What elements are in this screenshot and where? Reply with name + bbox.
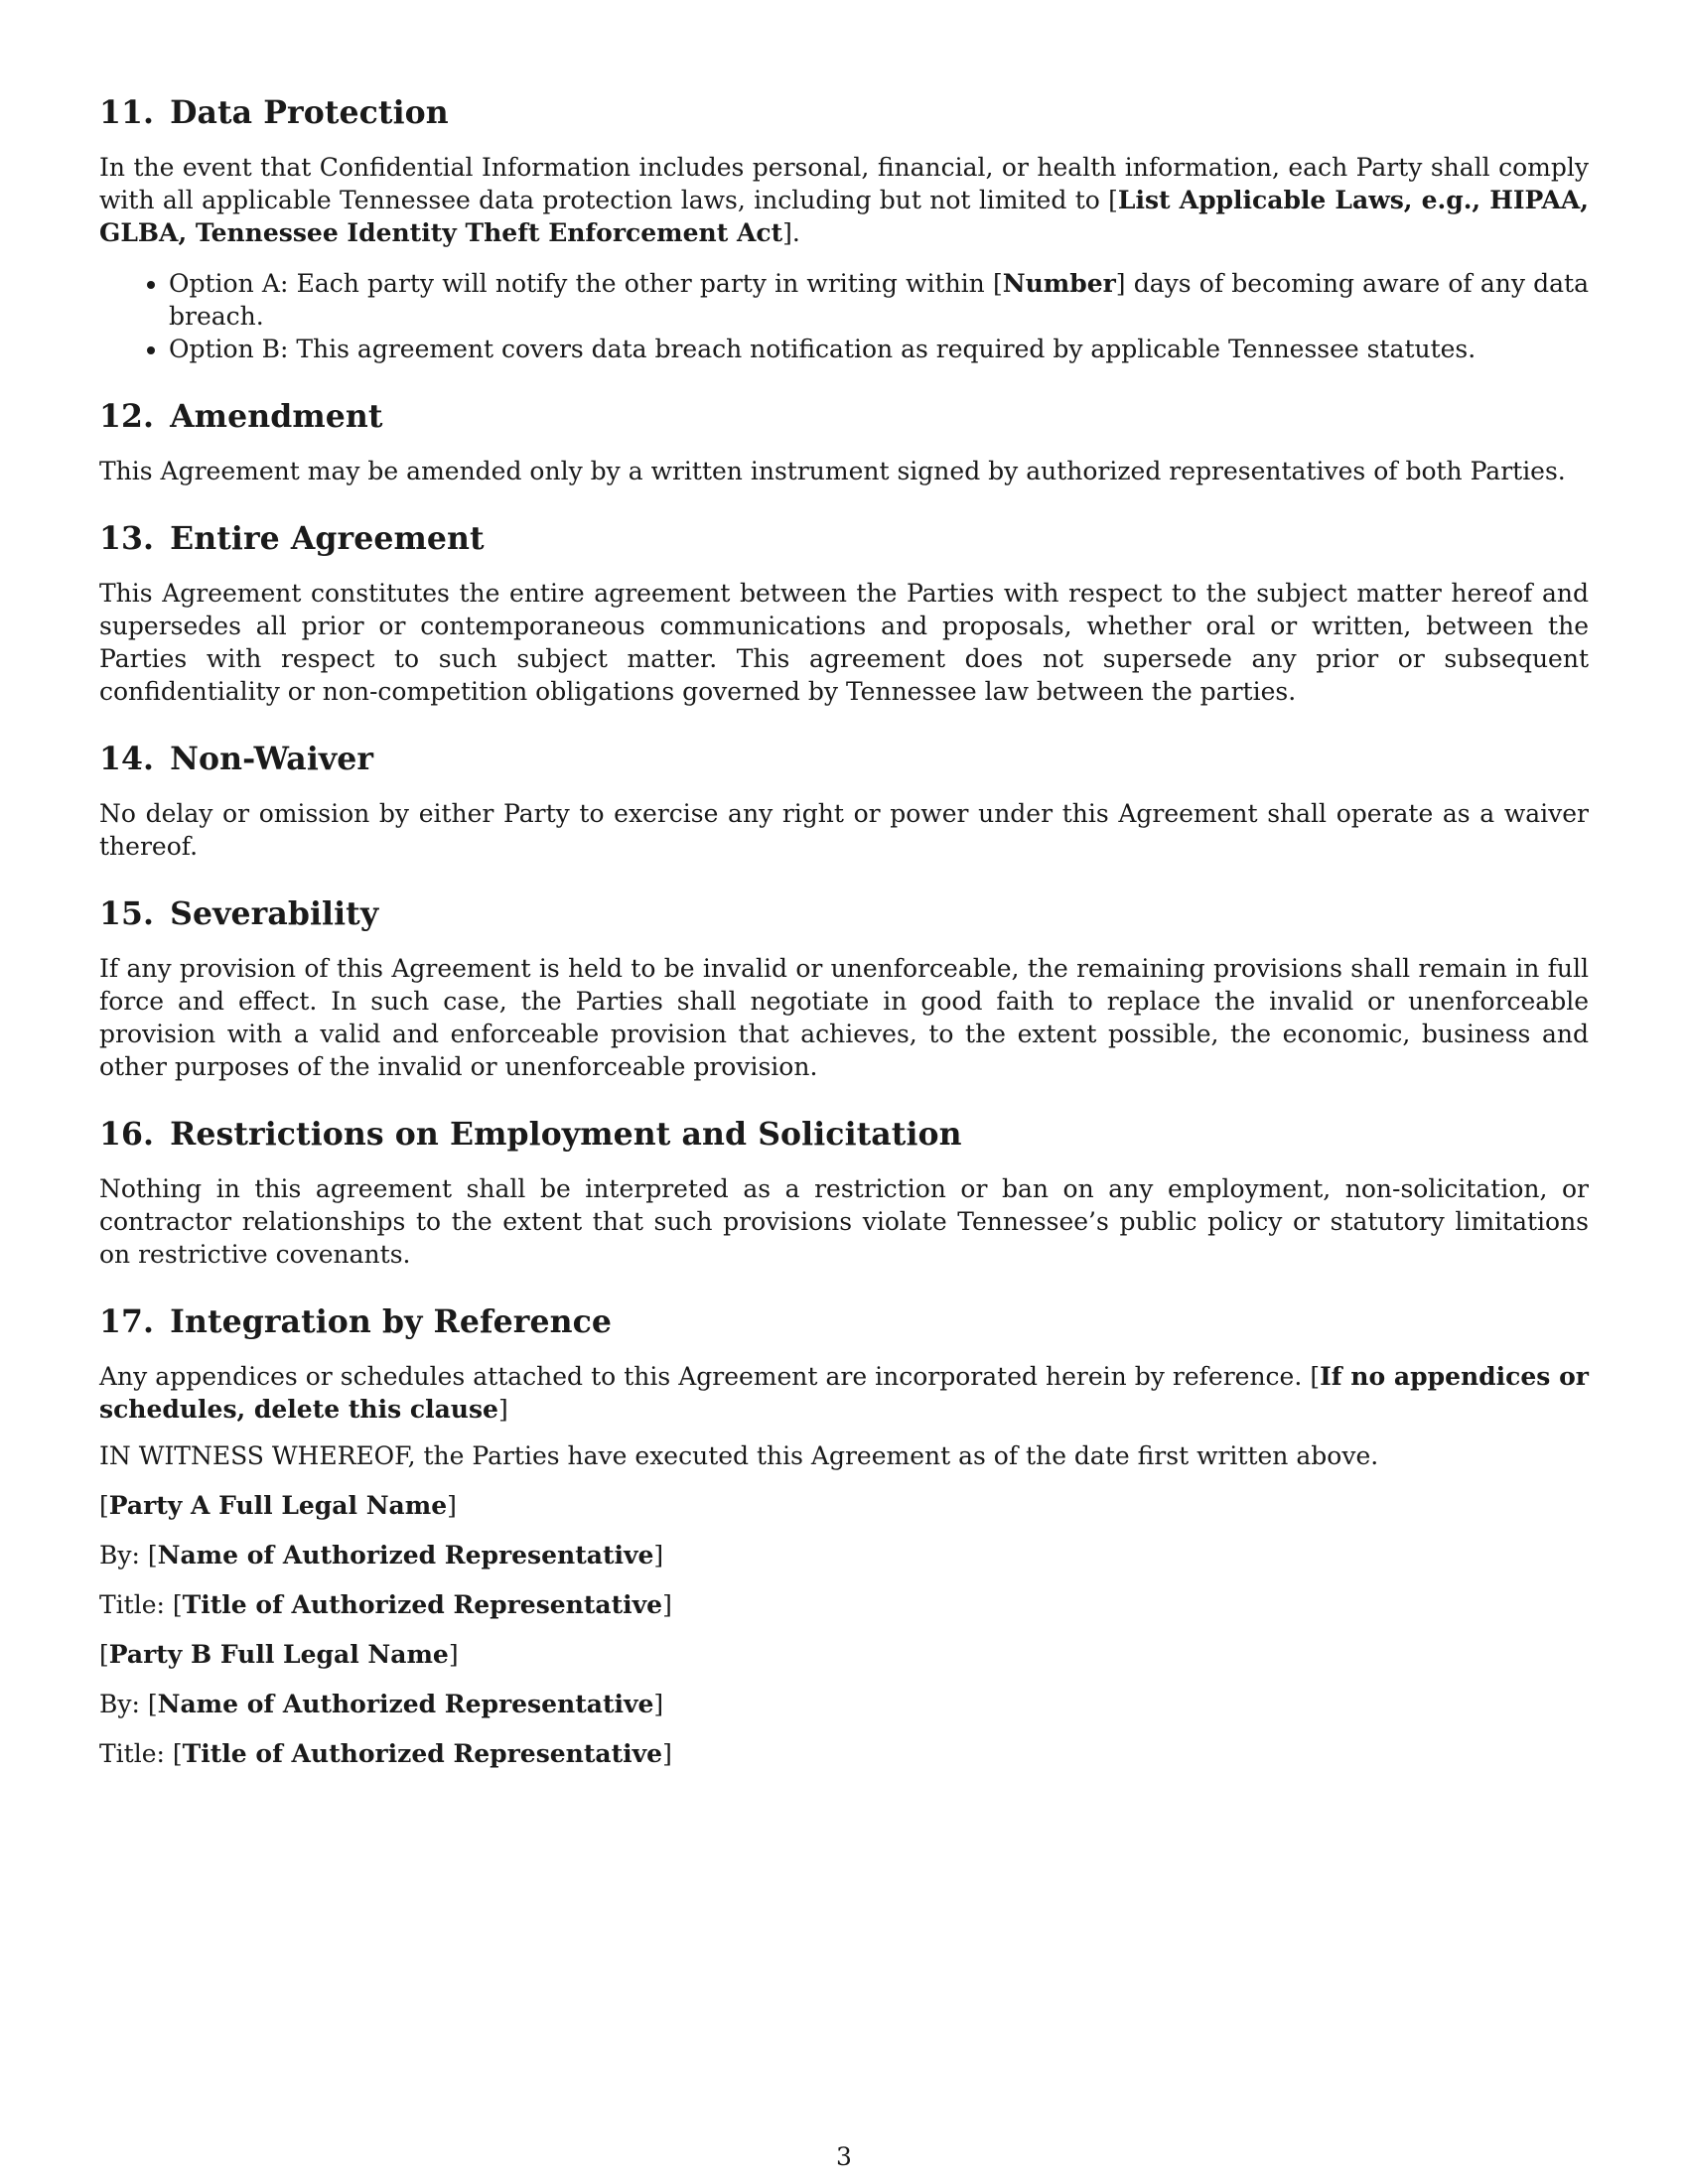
title-placeholder: Title of Authorized Representative [182, 1739, 663, 1768]
by-label: By: [99, 1541, 140, 1570]
option-text: Option A: Each party will notify the other party in writing within [ [169, 269, 1003, 298]
body-text: ]. [782, 218, 800, 247]
section-number: 17. [99, 1303, 155, 1340]
section-number: 11. [99, 94, 155, 131]
by-placeholder: Name of Authorized Representative [157, 1541, 654, 1570]
title-label: Title: [99, 1739, 165, 1768]
section-body [99, 151, 1589, 249]
section-body: If any provision of this Agreement is held to be invalid or unenforceable, the remaining provisions shall remain in full force and effect. In such case, the Parties shall negotiate in good faith to replace the invalid or unenforceable provision with a valid and enforceable provision that achieves, to the extent possible, the economic, business and other purposes of the invalid or unenforceable provision. [99, 954, 1589, 1081]
section-entire-agreement [99, 517, 1589, 708]
section-number: 13. [99, 520, 155, 557]
party-b-title-line: Title: [Title of Authorized Representative] [99, 1739, 672, 1768]
section-number: 12. [99, 398, 155, 435]
section-number: 16. [99, 1116, 155, 1153]
title-placeholder: Title of Authorized Representative [182, 1590, 663, 1619]
section-heading [99, 517, 1589, 561]
section-non-waiver [99, 738, 1589, 863]
section-amendment [99, 395, 1589, 487]
party-b-name: [Party B Full Legal Name] [99, 1640, 459, 1669]
section-number: 14. [99, 741, 155, 777]
section-title: Entire Agreement [170, 520, 485, 557]
body-text: Any appendices or schedules attached to this Agreement are incorporated herein by reference. [ [99, 1362, 1321, 1391]
placeholder-clause: If no appendices or schedules, delete this clause [99, 1362, 1589, 1424]
section-title: Amendment [170, 398, 383, 435]
party-a-name: [Party A Full Legal Name] [99, 1491, 457, 1520]
section-heading [99, 395, 1589, 439]
section-heading [99, 1300, 1589, 1344]
party-a-title-line: Title: [Title of Authorized Representative] [99, 1590, 672, 1619]
document-content [99, 91, 1589, 1787]
title-label: Title: [99, 1590, 165, 1619]
section-heading [99, 1113, 1589, 1157]
section-title: Severability [170, 895, 379, 932]
by-placeholder: Name of Authorized Representative [157, 1690, 654, 1718]
section-title: Non-Waiver [170, 741, 374, 777]
placeholder-laws: List Applicable Laws, e.g., HIPAA, GLBA, Tennessee Identity Theft Enforcement Act [99, 186, 1589, 247]
list-item-option-b: • Option B: This agreement covers data breach notification as required by applicable Tennessee statutes. [169, 333, 1589, 365]
section-heading [99, 91, 1589, 135]
witness-statement: IN WITNESS WHEREOF, the Parties have executed this Agreement as of the date first written above. [99, 1441, 1379, 1470]
section-heading [99, 892, 1589, 936]
section-body [99, 1360, 1589, 1426]
party-b-name-placeholder: Party B Full Legal Name [108, 1640, 449, 1669]
party-a-by-line: By: [Name of Authorized Representative] [99, 1541, 664, 1570]
section-title: Integration by Reference [170, 1303, 613, 1340]
section-number: 15. [99, 895, 155, 932]
list-item-option-a [169, 267, 1589, 333]
page-number: 3 [836, 2142, 852, 2171]
section-body: This Agreement may be amended only by a written instrument signed by authorized representatives of both Parties. [99, 457, 1566, 485]
section-body: No delay or omission by either Party to exercise any right or power under this Agreement shall operate as a waiver thereof. [99, 799, 1589, 861]
party-b-by-line: By: [Name of Authorized Representative] [99, 1690, 664, 1718]
section-body: This Agreement constitutes the entire agreement between the Parties with respect to the subject matter hereof and supersedes all prior or contemporaneous communications and proposals, whether oral or written, between the Parties with respect to such subject matter. This agreement does not supersede any prior or subsequent confidentiality or non-competition obligations governed by Tennessee law between the parties. [99, 579, 1589, 706]
section-title: Restrictions on Employment and Solicitation [170, 1116, 962, 1153]
body-text: ] [497, 1395, 508, 1424]
section-data-protection [99, 91, 1589, 365]
by-label: By: [99, 1690, 140, 1718]
option-text: ] days of becoming aware of any data breach. [169, 269, 1590, 331]
section-restrictions [99, 1113, 1589, 1271]
section-severability [99, 892, 1589, 1083]
section-title: Data Protection [170, 94, 449, 131]
party-a-name-placeholder: Party A Full Legal Name [108, 1491, 448, 1520]
placeholder-number: Number [1002, 269, 1116, 298]
body-text: In the event that Confidential Information includes personal, financial, or health information, each Party shall comply with all applicable Tennessee data protection laws, including but not limited to [ [99, 153, 1589, 214]
section-body: Nothing in this agreement shall be interpreted as a restriction or ban on any employment, non-solicitation, or contractor relationships to the extent that such provisions violate Tennessee’s public policy or statutory limitations on restrictive covenants. [99, 1174, 1589, 1269]
section-integration [99, 1300, 1589, 1426]
options-list [99, 267, 1589, 365]
section-heading [99, 738, 1589, 781]
